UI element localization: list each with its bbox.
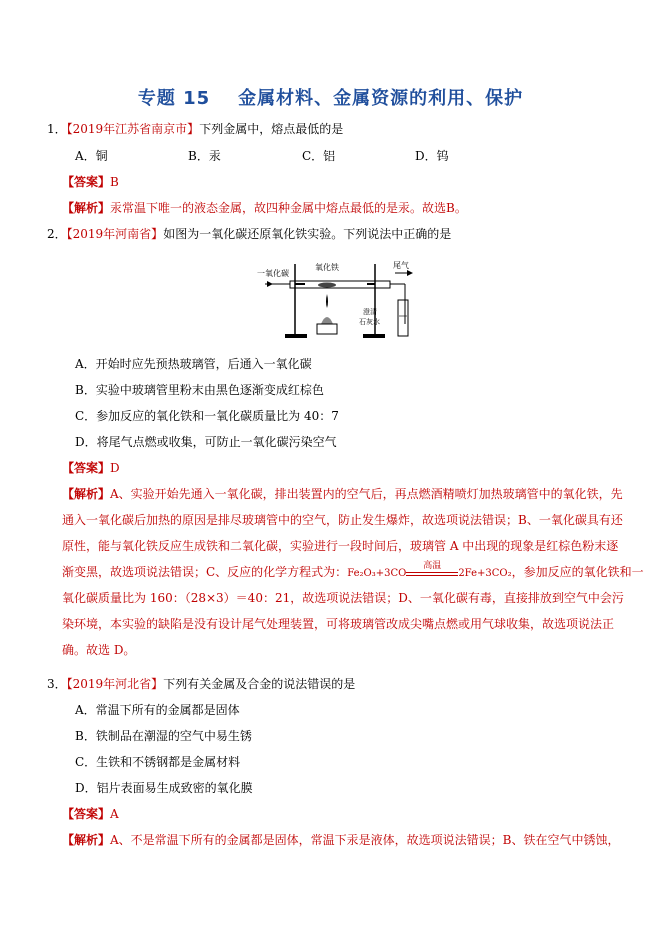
q3-option-c: C．生铁和不锈钢都是金属材料 <box>75 755 241 769</box>
question-source: 【2019年江苏省南京市】 <box>66 122 200 136</box>
q2-analysis-line-6: 染环境，本实验的缺陷是没有设计尾气处理装置，可将玻璃管改成尖嘴点燃或用气球收集，故选项说法正 <box>62 617 615 631</box>
q1-option-a: A．铜 <box>75 149 108 163</box>
label-limewater-2: 石灰水 <box>359 318 380 326</box>
label-co: 一氧化碳 <box>257 269 289 278</box>
page-title <box>0 84 661 110</box>
q3-analysis: 【解析】A、不是常温下所有的金属都是固体，常温下汞是液体，故选项说法错误；B、铁在空气中锈蚀， <box>62 833 620 847</box>
q2-analysis-line-3: 原性，能与氧化铁反应生成铁和二氧化碳，实验进行一段时间后，玻璃管 A 中出现的现象是红棕色粉末逐 <box>62 539 619 553</box>
q2-analysis-line-4: 渐变黑，故选项说法错误；C、反应的化学方程式为：Fe₂O₃+3CO 高温 2Fe+3CO₂，参加反应的氧化铁和一 <box>62 560 644 579</box>
question-2-stem: 2．【2019年河南省】如图为一氧化碳还原氧化铁实验。下列说法中正确的是 <box>47 227 452 241</box>
q1-option-d: D．钨 <box>415 149 449 163</box>
q3-option-a: A．常温下所有的金属都是固体 <box>75 703 240 717</box>
q3-option-d: D．铝片表面易生成致密的氧化膜 <box>75 781 253 795</box>
question-3-stem: 3．【2019年河北省】下列有关金属及合金的说法错误的是 <box>47 677 356 691</box>
topic-number: 专题 15 <box>137 88 211 109</box>
label-fe2o3: 氧化铁 <box>315 263 339 272</box>
q2-analysis-line-5: 氧化碳质量比为 160：（28×3）＝40：21，故选项说法错误；D、一氧化碳有毒，直接排放到空气中会污 <box>62 591 624 605</box>
q2-analysis-line-2: 通入一氧化碳后加热的原因是排尽玻璃管中的空气，防止发生爆炸，故选项说法错误；B、一氧化碳具有还 <box>62 513 623 527</box>
q1-option-b: B．汞 <box>188 149 221 163</box>
experiment-apparatus-figure <box>255 252 420 344</box>
q2-analysis-line-1: 【解析】A、实验开始先通入一氧化碳，排出装置内的空气后，再点燃酒精喷灯加热玻璃管中的氧化铁，先 <box>62 487 623 501</box>
q2-answer: 【答案】D <box>62 461 120 475</box>
q3-answer: 【答案】A <box>62 807 119 821</box>
q2-option-c: C．参加反应的氧化铁和一氧化碳质量比为 40：7 <box>75 409 339 423</box>
chemical-equation: Fe₂O₃+3CO 高温 2Fe+3CO₂ <box>347 560 512 579</box>
q1-answer: 【答案】B <box>62 175 119 189</box>
label-limewater-1: 澄清 <box>363 308 377 316</box>
question-source: 【2019年河南省】 <box>66 227 164 241</box>
q2-option-b: B．实验中玻璃管里粉末由黑色逐渐变成红棕色 <box>75 383 324 397</box>
q1-analysis: 【解析】汞常温下唯一的液态金属，故四种金属中熔点最低的是汞。故选B。 <box>62 201 467 215</box>
q2-option-a: A．开始时应先预热玻璃管，后通入一氧化碳 <box>75 357 312 371</box>
q1-option-c: C．铝 <box>302 149 336 163</box>
q2-analysis-line-7: 确。故选 D。 <box>62 643 136 657</box>
topic-title: 金属材料、金属资源的利用、保护 <box>238 88 524 109</box>
q2-option-d: D．将尾气点燃或收集，可防止一氧化碳污染空气 <box>75 435 337 449</box>
question-1-stem: 1．【2019年江苏省南京市】下列金属中，熔点最低的是 <box>47 122 344 136</box>
label-tail-gas: 尾气 <box>393 261 409 270</box>
q3-option-b: B．铁制品在潮湿的空气中易生锈 <box>75 729 252 743</box>
question-source: 【2019年河北省】 <box>66 677 164 691</box>
